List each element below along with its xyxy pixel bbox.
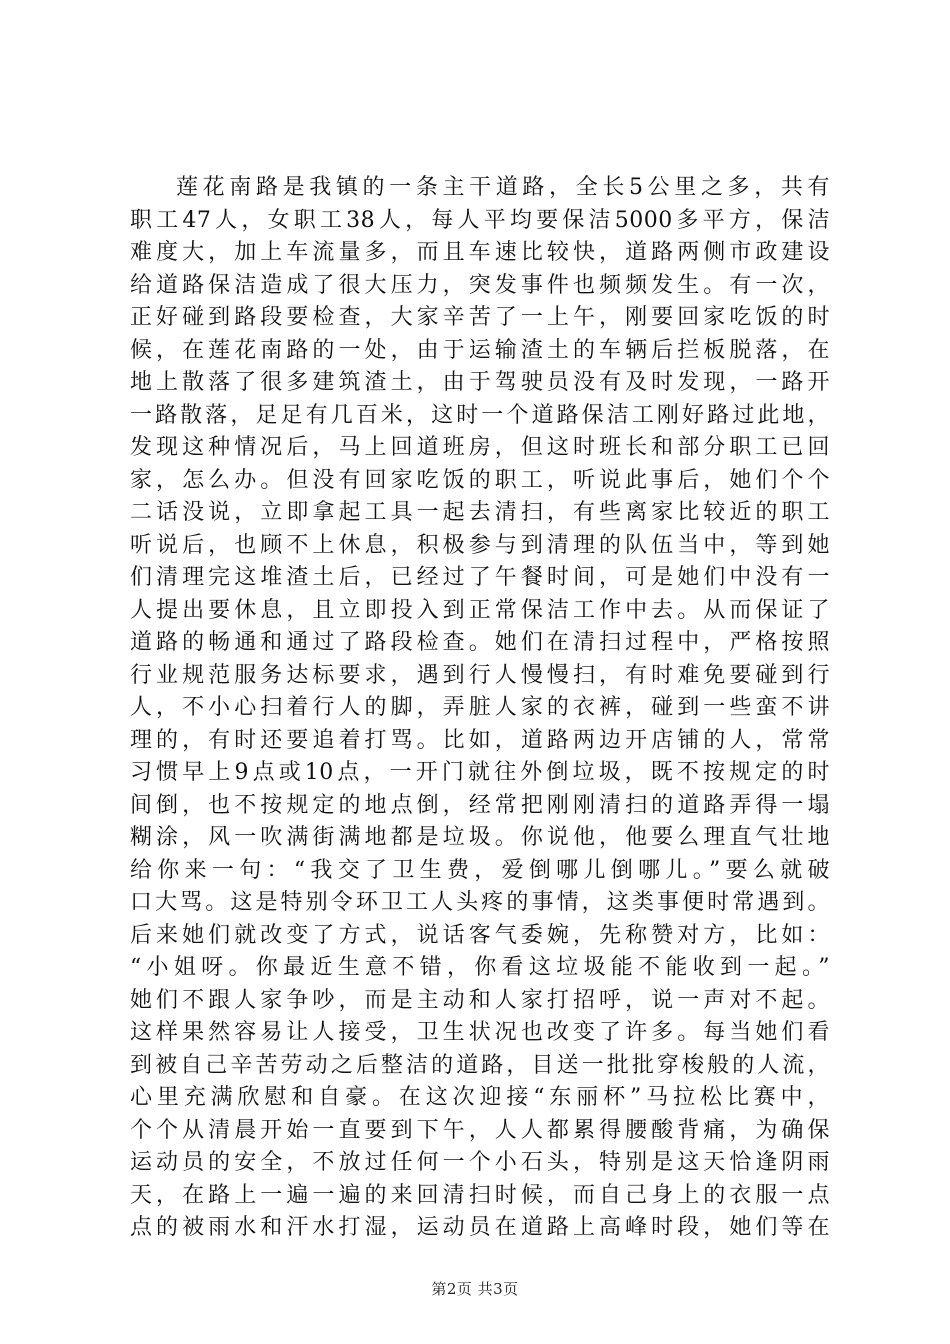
page-footer: 第2页 共3页 <box>431 1280 519 1298</box>
text-line: 这样果然容易让人接受，卫生状况也改变了许多。每当她们看 <box>130 1020 830 1045</box>
text-line: 莲花南路是我镇的一条主干道路，全长5公里之多，共有 <box>176 175 830 200</box>
text-line: 个个从清晨开始一直要到下午，人人都累得腰酸背痛，为确保 <box>130 1117 830 1143</box>
text-line: 正好碰到路段要检查，大家辛苦了一上午，刚要回家吃饭的时 <box>130 305 830 330</box>
text-line: 人提出要休息，且立即投入到正常保洁工作中去。从而保证了 <box>130 597 830 623</box>
text-line: 给道路保洁造成了很大压力，突发事件也频频发生。有一次， <box>130 272 830 298</box>
text-line: 听说后，也顾不上休息，积极参与到清理的队伍当中，等到她 <box>130 532 830 558</box>
text-line: 一路散落，足足有几百米，这时一个道路保洁工刚好路过此地， <box>130 402 830 428</box>
text-line: 们清理完这堆渣土后，已经过了午餐时间，可是她们中没有一 <box>130 565 830 590</box>
text-line: 理的，有时还要追着打骂。比如，道路两边开店铺的人，常常 <box>130 727 830 753</box>
text-line: 人，不小心扫着行人的脚，弄脏人家的衣裤，碰到一些蛮不讲 <box>130 695 830 720</box>
text-line: 候，在莲花南路的一处，由于运输渣土的车辆后拦板脱落，在 <box>130 337 830 363</box>
text-line: 糊涂，风一吹满街满地都是垃圾。你说他，他要么理直气壮地 <box>130 825 830 850</box>
text-line: “小姐呀。你最近生意不错，你看这垃圾能不能收到一起。” <box>130 955 830 980</box>
text-line: 间倒，也不按规定的地点倒，经常把刚刚清扫的道路弄得一塌 <box>130 792 830 818</box>
text-line: 后来她们就改变了方式，说话客气委婉，先称赞对方，比如： <box>130 922 830 948</box>
text-line: 她们不跟人家争吵，而是主动和人家打招呼，说一声对不起。 <box>130 987 830 1013</box>
text-line: 到被自己辛苦劳动之后整洁的道路，目送一批批穿梭般的人流， <box>130 1052 830 1078</box>
text-line: 家，怎么办。但没有回家吃饭的职工，听说此事后，她们个个 <box>130 467 830 493</box>
text-line: 难度大，加上车流量多，而且车速比较快，道路两侧市政建设 <box>130 240 830 265</box>
text-line: 习惯早上9点或10点，一开门就往外倒垃圾，既不按规定的时 <box>130 760 830 785</box>
text-line: 道路的畅通和通过了路段检查。她们在清扫过程中，严格按照 <box>130 630 830 655</box>
text-line: 地上散落了很多建筑渣土，由于驾驶员没有及时发现，一路开 <box>130 370 830 395</box>
text-line: 职工47人，女职工38人，每人平均要保洁5000多平方，保洁 <box>130 207 830 233</box>
text-line: 给你来一句：“我交了卫生费，爱倒哪儿倒哪儿。”要么就破 <box>130 857 830 883</box>
body-paragraph <box>130 172 830 1245</box>
text-line: 心里充满欣慰和自豪。在这次迎接“东丽杯”马拉松比赛中， <box>130 1085 830 1110</box>
text-line: 天，在路上一遍一遍的来回清扫时候，而自己身上的衣服一点 <box>130 1182 830 1208</box>
text-line: 点的被雨水和汗水打湿，运动员在道路上高峰时段，她们等在 <box>130 1215 830 1240</box>
text-line: 行业规范服务达标要求，遇到行人慢慢扫，有时难免要碰到行 <box>130 662 830 688</box>
text-line: 二话没说，立即拿起工具一起去清扫，有些离家比较近的职工 <box>130 500 830 525</box>
text-line: 口大骂。这是特别令环卫工人头疼的事情，这类事便时常遇到。 <box>130 890 830 915</box>
text-line: 发现这种情况后，马上回道班房，但这时班长和部分职工已回 <box>130 435 830 460</box>
text-line: 运动员的安全，不放过任何一个小石头，特别是这天恰逢阴雨 <box>130 1150 830 1175</box>
